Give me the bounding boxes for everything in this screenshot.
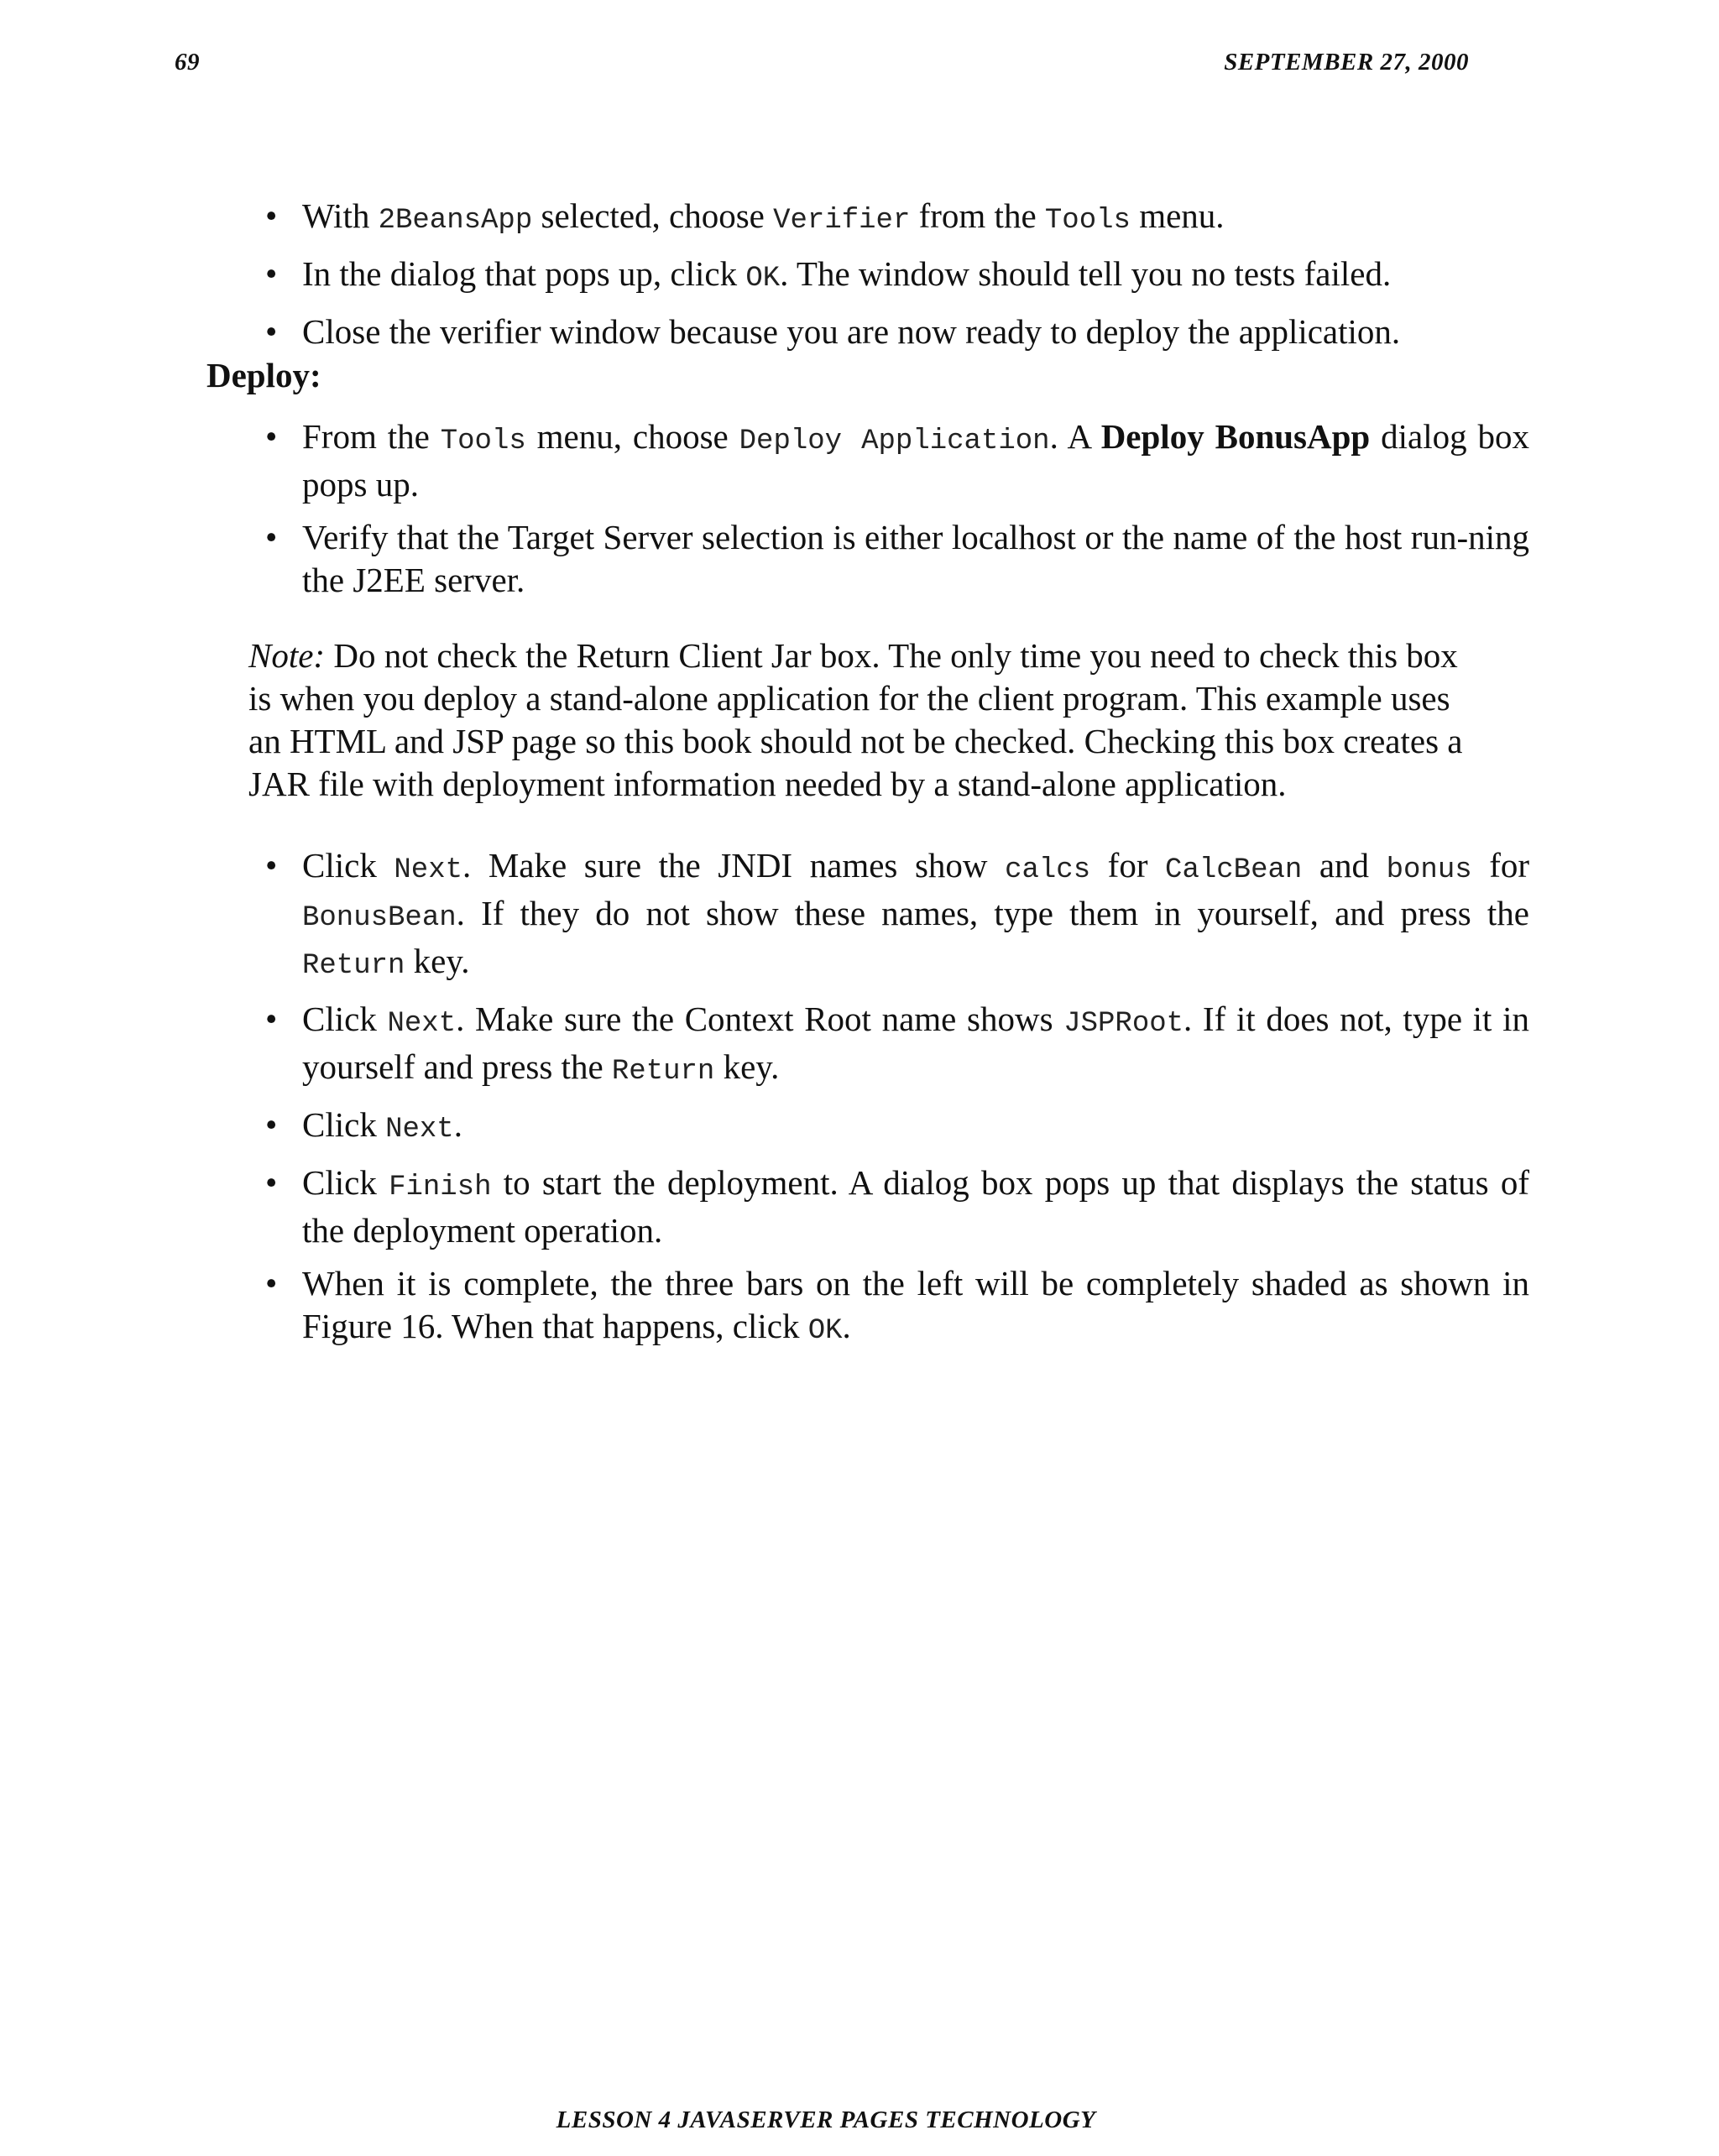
bold-deploy-bonusapp: Deploy BonusApp [1100,417,1371,456]
code-ok: OK [807,1315,843,1347]
code-2beansapp: 2BeansApp [378,205,533,237]
header-date: SEPTEMBER 27, 2000 [1224,49,1469,76]
list-item: • With 2BeansApp selected, choose Verifier from the Tools menu. [302,195,1529,243]
list-item: • From the Tools menu, choose Deploy Application. A Deploy BonusApp dialog box pops up. [302,415,1529,506]
page-footer: LESSON 4 JAVASERVER PAGES TECHNOLOGY [556,2106,1096,2133]
list-item: • Click Finish to start the deployment. A dialog box pops up that displays the status of the deployment operation. [302,1162,1529,1252]
code-bonus: bonus [1386,854,1472,886]
code-bonusbean: BonusBean [302,902,457,934]
list-item: • In the dialog that pops up, click OK. The window should tell you no tests failed. [302,253,1529,300]
code-calcbean: CalcBean [1165,854,1303,886]
code-tools: Tools [440,425,526,457]
code-next: Next [385,1114,454,1146]
code-next: Next [387,1008,457,1040]
code-return: Return [302,950,405,982]
list-item: • Click Next. [302,1104,1529,1151]
code-tools: Tools [1044,205,1131,237]
list-item: • Click Next. Make sure the JNDI names show calcs for CalcBean and bonus for BonusBean. If they do not show these names, type them in yourself, and press the Return key. [302,844,1529,988]
list-item: • Click Next. Make sure the Context Root name shows JSPRoot. If it does not, type it in yourself and press the Return key. [302,998,1529,1094]
code-finish: Finish [389,1172,492,1203]
code-return: Return [611,1056,715,1088]
list-item: • Close the verifier window because you are now ready to deploy the application. [302,311,1529,353]
list-item: • Verify that the Target Server selection is either localhost or the name of the host run-ning the J2EE server. [302,516,1529,602]
list-item: • When it is complete, the three bars on the left will be completely shaded as shown in Figure 16. When that happens, click OK. [302,1262,1529,1353]
deploy-wizard-steps-list [302,844,1529,1363]
code-ok: OK [745,263,781,295]
code-calcs: calcs [1005,854,1091,886]
note-label: Note: [248,636,326,675]
code-deploy-application: Deploy Application [739,425,1050,457]
note-text: Do not check the Return Client Jar box. The only time you need to check this box is when you deploy a stand-alone application for the client program. This example uses an HTML and JSP page so this book should not be checked. Checking this box creates a JAR file with deployment information needed by a stand-alone application. [248,636,1463,803]
code-jsproot: JSPRoot [1063,1008,1184,1040]
code-next: Next [394,854,463,886]
page-number: 69 [175,49,200,76]
section-heading-deploy: Deploy: [206,356,321,394]
deploy-steps-list [302,415,1529,612]
code-verifier: Verifier [773,205,911,237]
note-paragraph [248,634,1474,806]
verify-steps-list [302,195,1529,363]
